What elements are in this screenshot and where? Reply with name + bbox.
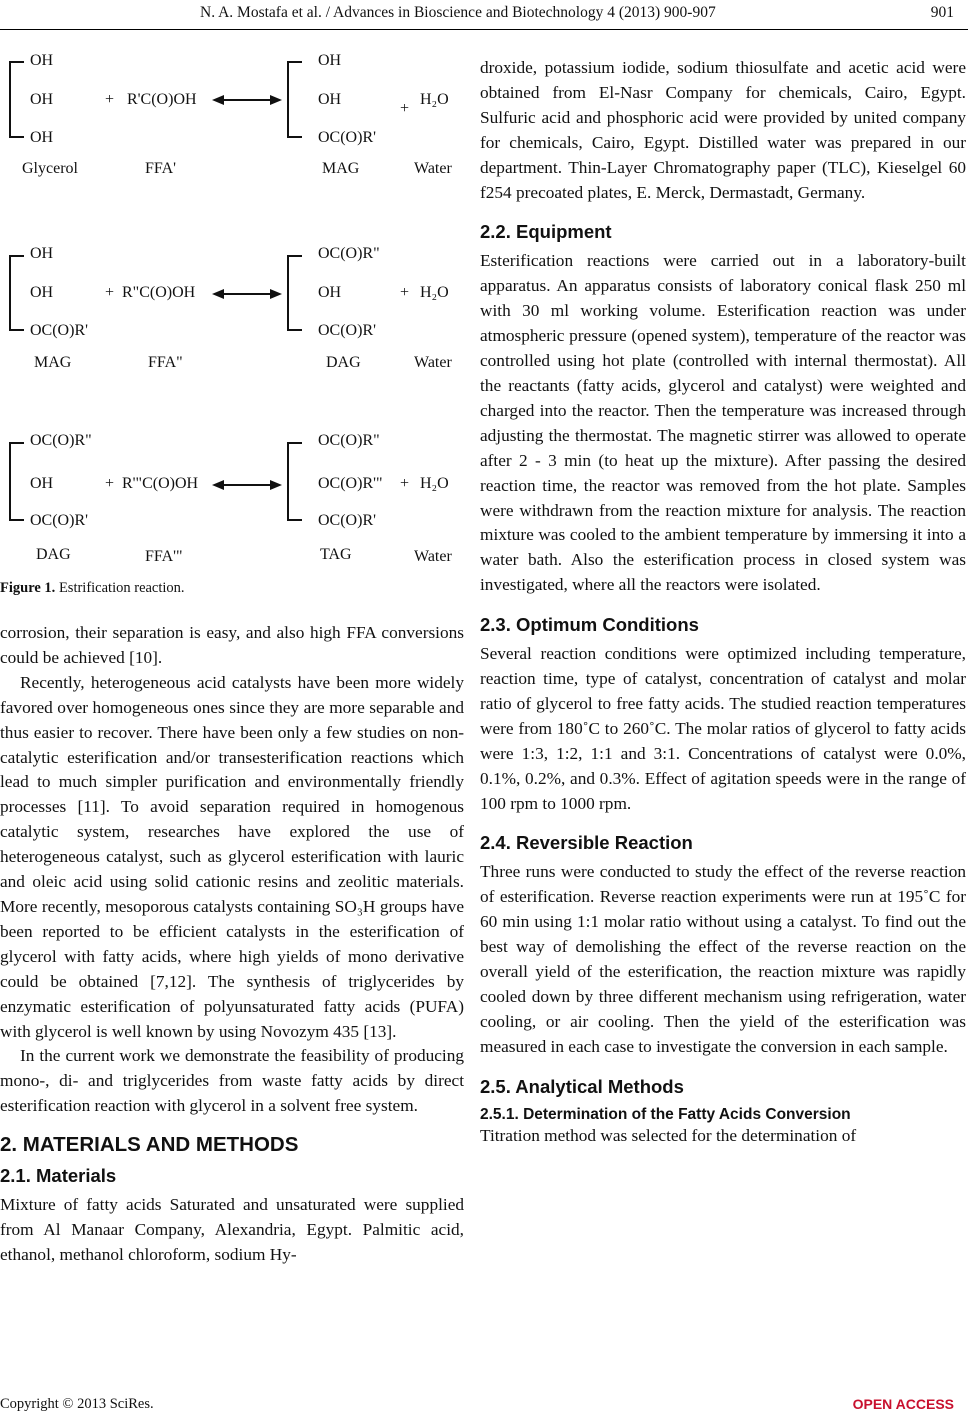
arrow-right-head xyxy=(270,95,282,105)
r2-label-3: DAG xyxy=(326,354,361,371)
paragraph-materials: Mixture of fatty acids Saturated and unsaturated were supplied from Al Manaar Company, Alexandria, Egypt. Palmitic acid, ethanol, methanol chloroform, sodium Hy- xyxy=(0,1195,464,1264)
r1-reagent: R'C(O)OH xyxy=(127,91,197,108)
r3-water: H₂O xyxy=(420,475,449,492)
right-column xyxy=(480,56,966,1149)
r2-right-1: OC(O)R" xyxy=(318,245,380,262)
r1-plus2: + xyxy=(400,100,410,117)
r3-label-4: Water xyxy=(414,548,452,565)
paragraph-optimum: Several reaction conditions were optimized including temperature, reaction time, type of catalyst, concentration of catalyst and molar ratio of glycerol to free fatty acids. The studied reaction temperatures were from 180˚C to 260˚C. The molar ratios of glycerol to fatty acids were 1:3, 1:2, 1:1 and 3:1. Concentrations of catalyst were 0.0%, 0.1%, 0.2%, and 0.3%. Effect of agitation speeds were in the range of 100 rpm to 1000 rpm. xyxy=(480,644,966,813)
subsubsection-heading-ffa: 2.5.1. Determination of the Fatty Acids Conversion xyxy=(480,1105,851,1123)
arrow-left-head xyxy=(212,480,224,490)
r2-left-2: OH xyxy=(30,284,54,301)
running-title: N. A. Mostafa et al. / Advances in Bioscience and Biotechnology 4 (2013) 900-907 xyxy=(200,4,716,21)
glycerol-backbone xyxy=(10,62,24,137)
subsection-heading-reversible: 2.4. Reversible Reaction xyxy=(480,832,693,854)
running-header xyxy=(0,4,968,26)
subsection-heading-equipment: 2.2. Equipment xyxy=(480,221,612,243)
r3-right-1: OC(O)R" xyxy=(318,432,380,449)
arrow-right-head xyxy=(270,480,282,490)
figure-1 xyxy=(0,52,464,572)
r3-right-2: OC(O)R'" xyxy=(318,475,383,492)
page-number: 901 xyxy=(930,4,954,21)
paragraph-heterogeneous: Recently, heterogeneous acid catalysts have been more widely favored over homogeneous ones since they are more separable and thus easier to recover. There have been only a few studies on non-catalytic esterification and/or transesterification reactions which lead to much simpler purification and environmentally friendly processes [11]. To avoid separation required in homogenous catalytic system, researches have explored the use of heterogeneous catalyst, such as glycerol esterification with lauric and oleic acid using solid cationic resins and zeolitic materials. More recently, mesoporous catalysts containing SO₃H groups have been reported to be efficient catalysts in the esterification of glycerol with fatty acids, where high yields of mono derivative could be obtained [7,12]. The synthesis of triglycerides by enzymatic esterification of polyunsaturated fatty acids (PUFA) with glycerol is well known by using Novozym 435 [13]. xyxy=(0,672,464,1041)
caption-label: Figure 1. xyxy=(0,580,56,596)
r1-right-2: OH xyxy=(318,91,342,108)
subsection-heading-materials: 2.1. Materials xyxy=(0,1165,117,1187)
paragraph-ffa: Titration method was selected for the determination of xyxy=(480,1125,857,1145)
arrow-left-head xyxy=(212,289,224,299)
mag-backbone-2 xyxy=(10,256,24,330)
dag-backbone xyxy=(288,256,302,330)
section-heading: 2. MATERIALS AND METHODS xyxy=(0,1133,299,1157)
r2-plus2: + xyxy=(400,284,410,301)
r2-right-2: OH xyxy=(318,284,342,301)
r2-left-3: OC(O)R' xyxy=(30,322,88,339)
paragraph-equipment: Esterification reactions were carried out in a laboratory-built apparatus. An apparatus consists of laboratory conical flask 250 ml with 30 ml working volume. Esterification reaction was under atmospheric pressure (opened system), temperature of the reactor was controlled using hot plate (controlled with internal thermostat). All the reactants (fatty acids, glycerol and catalyst) were weighted and charged into the reactor. Then the temperature was increased through adjusting the thermostat. The magnetic stirrer was allowed to operate after 2 - 3 min (to heat up the mixture). After passing the desired reaction time, the reactor was removed from the hot plate. Samples were withdrawn from the reaction mixture for analysis. The reaction mixture was cooled to the ambient temperature by immersing it into a water bath. Also the esterification process in closed system was investigated, where all the reactors were isolated. xyxy=(480,251,966,595)
r1-left-2: OH xyxy=(30,91,54,108)
mag-backbone xyxy=(288,62,302,137)
subsection-heading-optimum: 2.3. Optimum Conditions xyxy=(480,614,699,636)
r1-left-3: OH xyxy=(30,129,54,146)
r3-right-3: OC(O)R' xyxy=(318,512,376,529)
dag-backbone-2 xyxy=(10,443,24,520)
r2-plus1: + xyxy=(105,284,115,301)
paragraph-current-work: In the current work we demonstrate the feasibility of producing mono-, di- and triglycerides from waste fatty acids by direct esterification reaction with glycerol in a solvent free system. xyxy=(0,1046,464,1116)
r2-label-1: MAG xyxy=(34,354,72,371)
r1-left-1: OH xyxy=(30,52,54,69)
r3-plus2: + xyxy=(400,475,410,492)
paragraph-reversible: Three runs were conducted to study the effect of the reverse reaction of esterification. Reverse reaction experiments were run at 195˚C for 60 min using 1:1 molar ratio without using a catalyst. To find out the best way of demolishing the effect of the reverse reaction on the overall yield of the esterification, the reaction mixture was rapidly cooled down by three different mechanism using refrigeration, water cooling, or air cooling. Then the yield of the esterification was measured in each case to investigate the conversion in each sample. xyxy=(480,862,966,1056)
figure-1-lines xyxy=(0,52,464,572)
figure-caption xyxy=(0,580,185,597)
r1-plus1: + xyxy=(105,91,115,108)
r3-label-3: TAG xyxy=(320,546,352,563)
copyright-text: Copyright © 2013 SciRes. xyxy=(0,1396,154,1412)
r3-reagent: R'"C(O)OH xyxy=(122,475,199,492)
r1-label-4: Water xyxy=(414,160,452,177)
caption-text: Estrification reaction. xyxy=(55,580,185,596)
arrow-left-head xyxy=(212,95,224,105)
arrow-right-head xyxy=(270,289,282,299)
header-rule xyxy=(0,29,968,30)
r1-label-1: Glycerol xyxy=(22,160,78,177)
tag-backbone xyxy=(288,443,302,520)
r3-label-1: DAG xyxy=(36,546,71,563)
paragraph-corrosion: corrosion, their separation is easy, and also high FFA conversions could be achieved [10]. xyxy=(0,623,464,667)
open-access-badge: OPEN ACCESS xyxy=(852,1396,954,1412)
r3-left-2: OH xyxy=(30,475,54,492)
r1-label-2: FFA' xyxy=(145,160,177,177)
r3-plus1: + xyxy=(105,475,115,492)
r2-reagent: R"C(O)OH xyxy=(122,284,196,301)
r2-label-4: Water xyxy=(414,354,452,371)
r2-water: H₂O xyxy=(420,284,449,301)
r2-right-3: OC(O)R' xyxy=(318,322,376,339)
paragraph-materials-continued: droxide, potassium iodide, sodium thiosulfate and acetic acid were obtained from El-Nasr Company for chemicals, Cairo, Egypt. Sulfuric acid and phosphoric acid were provided by united company for chemicals, Cairo, Egypt. Distilled water was prepared in our department. Thin-Layer Chromatography paper (TLC), Kieselgel 60 f254 precoated plates, E. Merck, Dermastadt, Germany. xyxy=(480,58,966,202)
left-column xyxy=(0,621,464,1268)
r2-label-2: FFA" xyxy=(148,354,183,371)
r3-left-1: OC(O)R" xyxy=(30,432,92,449)
r1-right-3: OC(O)R' xyxy=(318,129,376,146)
subsection-heading-analytical: 2.5. Analytical Methods xyxy=(480,1075,684,1097)
r1-water: H₂O xyxy=(420,91,449,108)
r3-label-2: FFA'" xyxy=(145,548,183,565)
r3-left-3: OC(O)R' xyxy=(30,512,88,529)
r2-left-1: OH xyxy=(30,245,54,262)
r1-label-3: MAG xyxy=(322,160,360,177)
r1-right-1: OH xyxy=(318,52,342,69)
